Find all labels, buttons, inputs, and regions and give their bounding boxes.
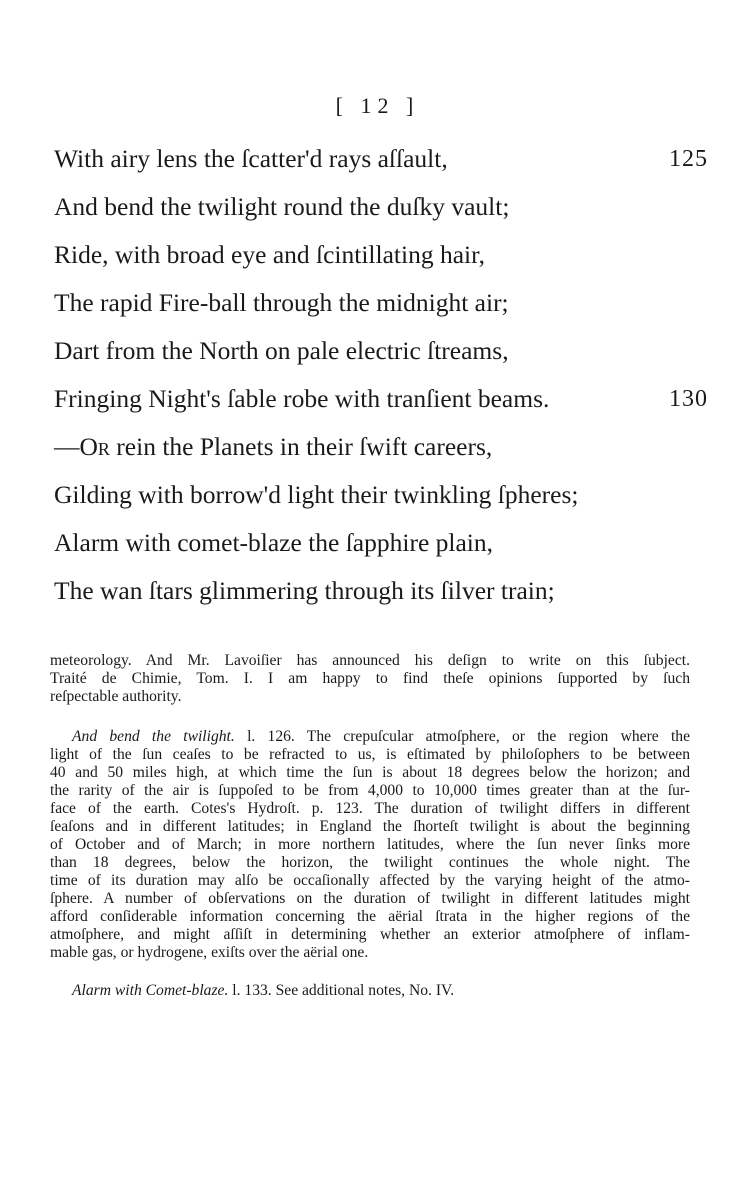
poem-line [54, 423, 704, 471]
note-line: atmoſphere, and might aſſiſt in determining whether an exterior atmoſphere of inflam- [50, 926, 690, 943]
poem-line-text: Alarm with comet-blaze the ſapphire plain, [54, 528, 494, 557]
note-line: than 18 degrees, below the horizon, the twilight continues the whole night. The [50, 854, 690, 871]
note-reference: Alarm with Comet-blaze. [72, 982, 229, 999]
poem-line-text: The wan ſtars glimmering through its ſilver train; [54, 576, 555, 605]
note-line: afford conſiderable information concerning the aërial ſtrata in the higher regions of the [50, 908, 690, 925]
line-number: 130 [669, 386, 708, 412]
note-line: 40 and 50 miles high, at which time the ſun is about 18 degrees below the horizon; and [50, 764, 690, 781]
note-line: Traité de Chimie, Tom. I. I am happy to find theſe opinions ſupported by ſuch [50, 670, 690, 687]
page-number: [ 12 ] [335, 93, 420, 118]
poem-block [54, 135, 708, 615]
note-line: face of the earth. Cotes's Hydroſt. p. 123. The duration of twilight differs in different [50, 800, 690, 817]
note-line-text: l. 126. The crepuſcular atmoſphere, or the region where the [247, 728, 690, 745]
poem-line [54, 183, 704, 231]
note-line: mable gas, or hydrogene, exiſts over the aërial one. [50, 944, 369, 961]
note-line: ſphere. A number of obſervations on the duration of twilight in different latitudes might [50, 890, 690, 907]
note-continuation [50, 652, 690, 706]
note-line-text: l. 133. See additional notes, No. IV. [232, 982, 455, 999]
note-line: of October and of March; in more northern latitudes, where the ſun never ſinks more [50, 836, 690, 853]
note-line: reſpectable authority. [50, 688, 182, 705]
poem-line [54, 471, 704, 519]
note-line: time of its duration may alſo be occaſionally affected by the varying height of the atmo- [50, 872, 690, 889]
poem-line-text: Ride, with broad eye and ſcintillating hair, [54, 240, 485, 269]
footnotes [50, 652, 690, 1000]
poem-line [54, 231, 704, 279]
poem-line [54, 375, 708, 423]
poem-line-text: And bend the twilight round the duſky vault; [54, 192, 510, 221]
poem-line [54, 135, 708, 183]
poem-line-text: Fringing Night's ſable robe with tranſient beams. [54, 384, 550, 413]
poem-line-text: Gilding with borrow'd light their twinkling ſpheres; [54, 480, 579, 509]
poem-line-text: Dart from the North on pale electric ſtreams, [54, 336, 509, 365]
poem-line [54, 327, 704, 375]
note-line: ſeaſons and in different latitudes; in England the ſhorteſt twilight is about the beginning [50, 818, 690, 835]
poem-line [54, 567, 704, 615]
poem-line-lead: —Or [54, 432, 110, 461]
note-reference: And bend the twilight. [72, 728, 235, 745]
poem-line [54, 519, 704, 567]
poem-line-text: The rapid Fire-ball through the midnight air; [54, 288, 509, 317]
note-line [50, 728, 690, 746]
note-comet-blaze [50, 982, 690, 1000]
note-twilight [50, 728, 690, 962]
note-line [50, 982, 690, 1000]
note-line: light of the ſun ceaſes to be refracted to us, is eſtimated by philoſophers to be between [50, 746, 690, 763]
note-line: the rarity of the air is ſuppoſed to be from 4,000 to 10,000 times greater than at the ſur- [50, 782, 690, 799]
line-number: 125 [669, 146, 708, 172]
poem-line-text: With airy lens the ſcatter'd rays aſſault, [54, 144, 448, 173]
poem-line [54, 279, 704, 327]
note-line: meteorology. And Mr. Lavoiſier has announced his deſign to write on this ſubject. [50, 652, 690, 669]
poem-line-text: rein the Planets in their ſwift careers, [116, 432, 493, 461]
